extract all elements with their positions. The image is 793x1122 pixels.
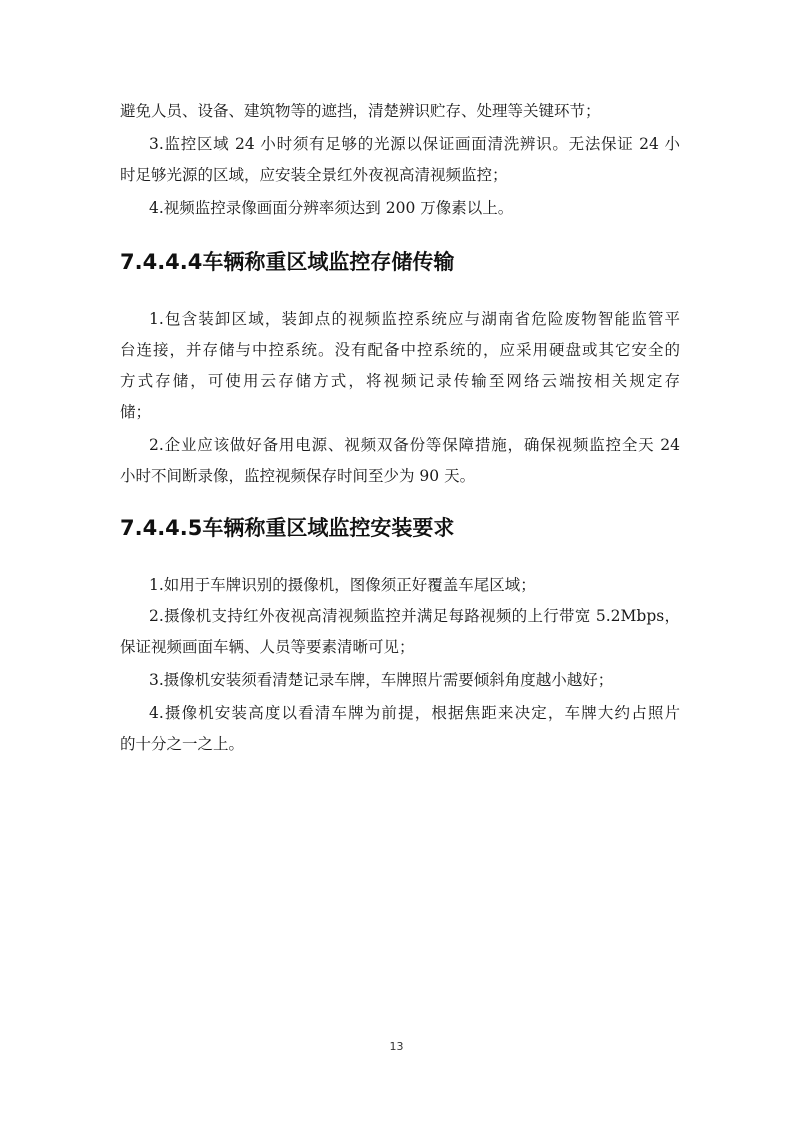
list-item-line: 4.摄像机安装高度以看清车牌为前提，根据焦距来决定，车牌大约占照片 (149, 704, 680, 722)
list-item-line: 3.摄像机安装须看清楚记录车牌，车牌照片需要倾斜角度越小越好； (149, 671, 614, 689)
list-item-line: 的十分之一之上。 (120, 735, 245, 753)
section-heading: 7.4.4.5车辆称重区域监控安装要求 (120, 516, 455, 540)
list-item-line: 储； (120, 403, 152, 421)
list-item-line: 小时不间断录像，监控视频保存时间至少为 90 天。 (120, 467, 476, 485)
list-item-line: 保证视频画面车辆、人员等要素清晰可见； (120, 638, 415, 656)
list-item-line: 1.如用于车牌识别的摄像机，图像须正好覆盖车尾区域； (149, 576, 536, 594)
section-heading: 7.4.4.4车辆称重区域监控存储传输 (120, 250, 455, 274)
list-item-line: 方式存储，可使用云存储方式，将视频记录传输至网络云端按相关规定存 (120, 372, 680, 390)
list-item-line: 3.监控区域 24 小时须有足够的光源以保证画面清洗辨识。无法保证 24 小 (149, 135, 680, 153)
list-item-line: 时足够光源的区域，应安装全景红外夜视高清视频监控； (120, 166, 508, 184)
page-number: 13 (389, 1040, 404, 1053)
list-item-line: 1.包含装卸区域，装卸点的视频监控系统应与湖南省危险废物智能监管平 (149, 310, 680, 328)
list-item-line: 2.摄像机支持红外夜视高清视频监控并满足每路视频的上行带宽 5.2Mbps， (149, 607, 680, 625)
list-item-line: 台连接，并存储与中控系统。没有配备中控系统的，应采用硬盘或其它安全的 (120, 341, 680, 359)
paragraph-line: 避免人员、设备、建筑物等的遮挡，清楚辨识贮存、处理等关键环节； (120, 102, 601, 120)
list-item-line: 2.企业应该做好备用电源、视频双备份等保障措施，确保视频监控全天 24 (149, 436, 680, 454)
list-item-line: 4.视频监控录像画面分辨率须达到 200 万像素以上。 (149, 199, 514, 217)
